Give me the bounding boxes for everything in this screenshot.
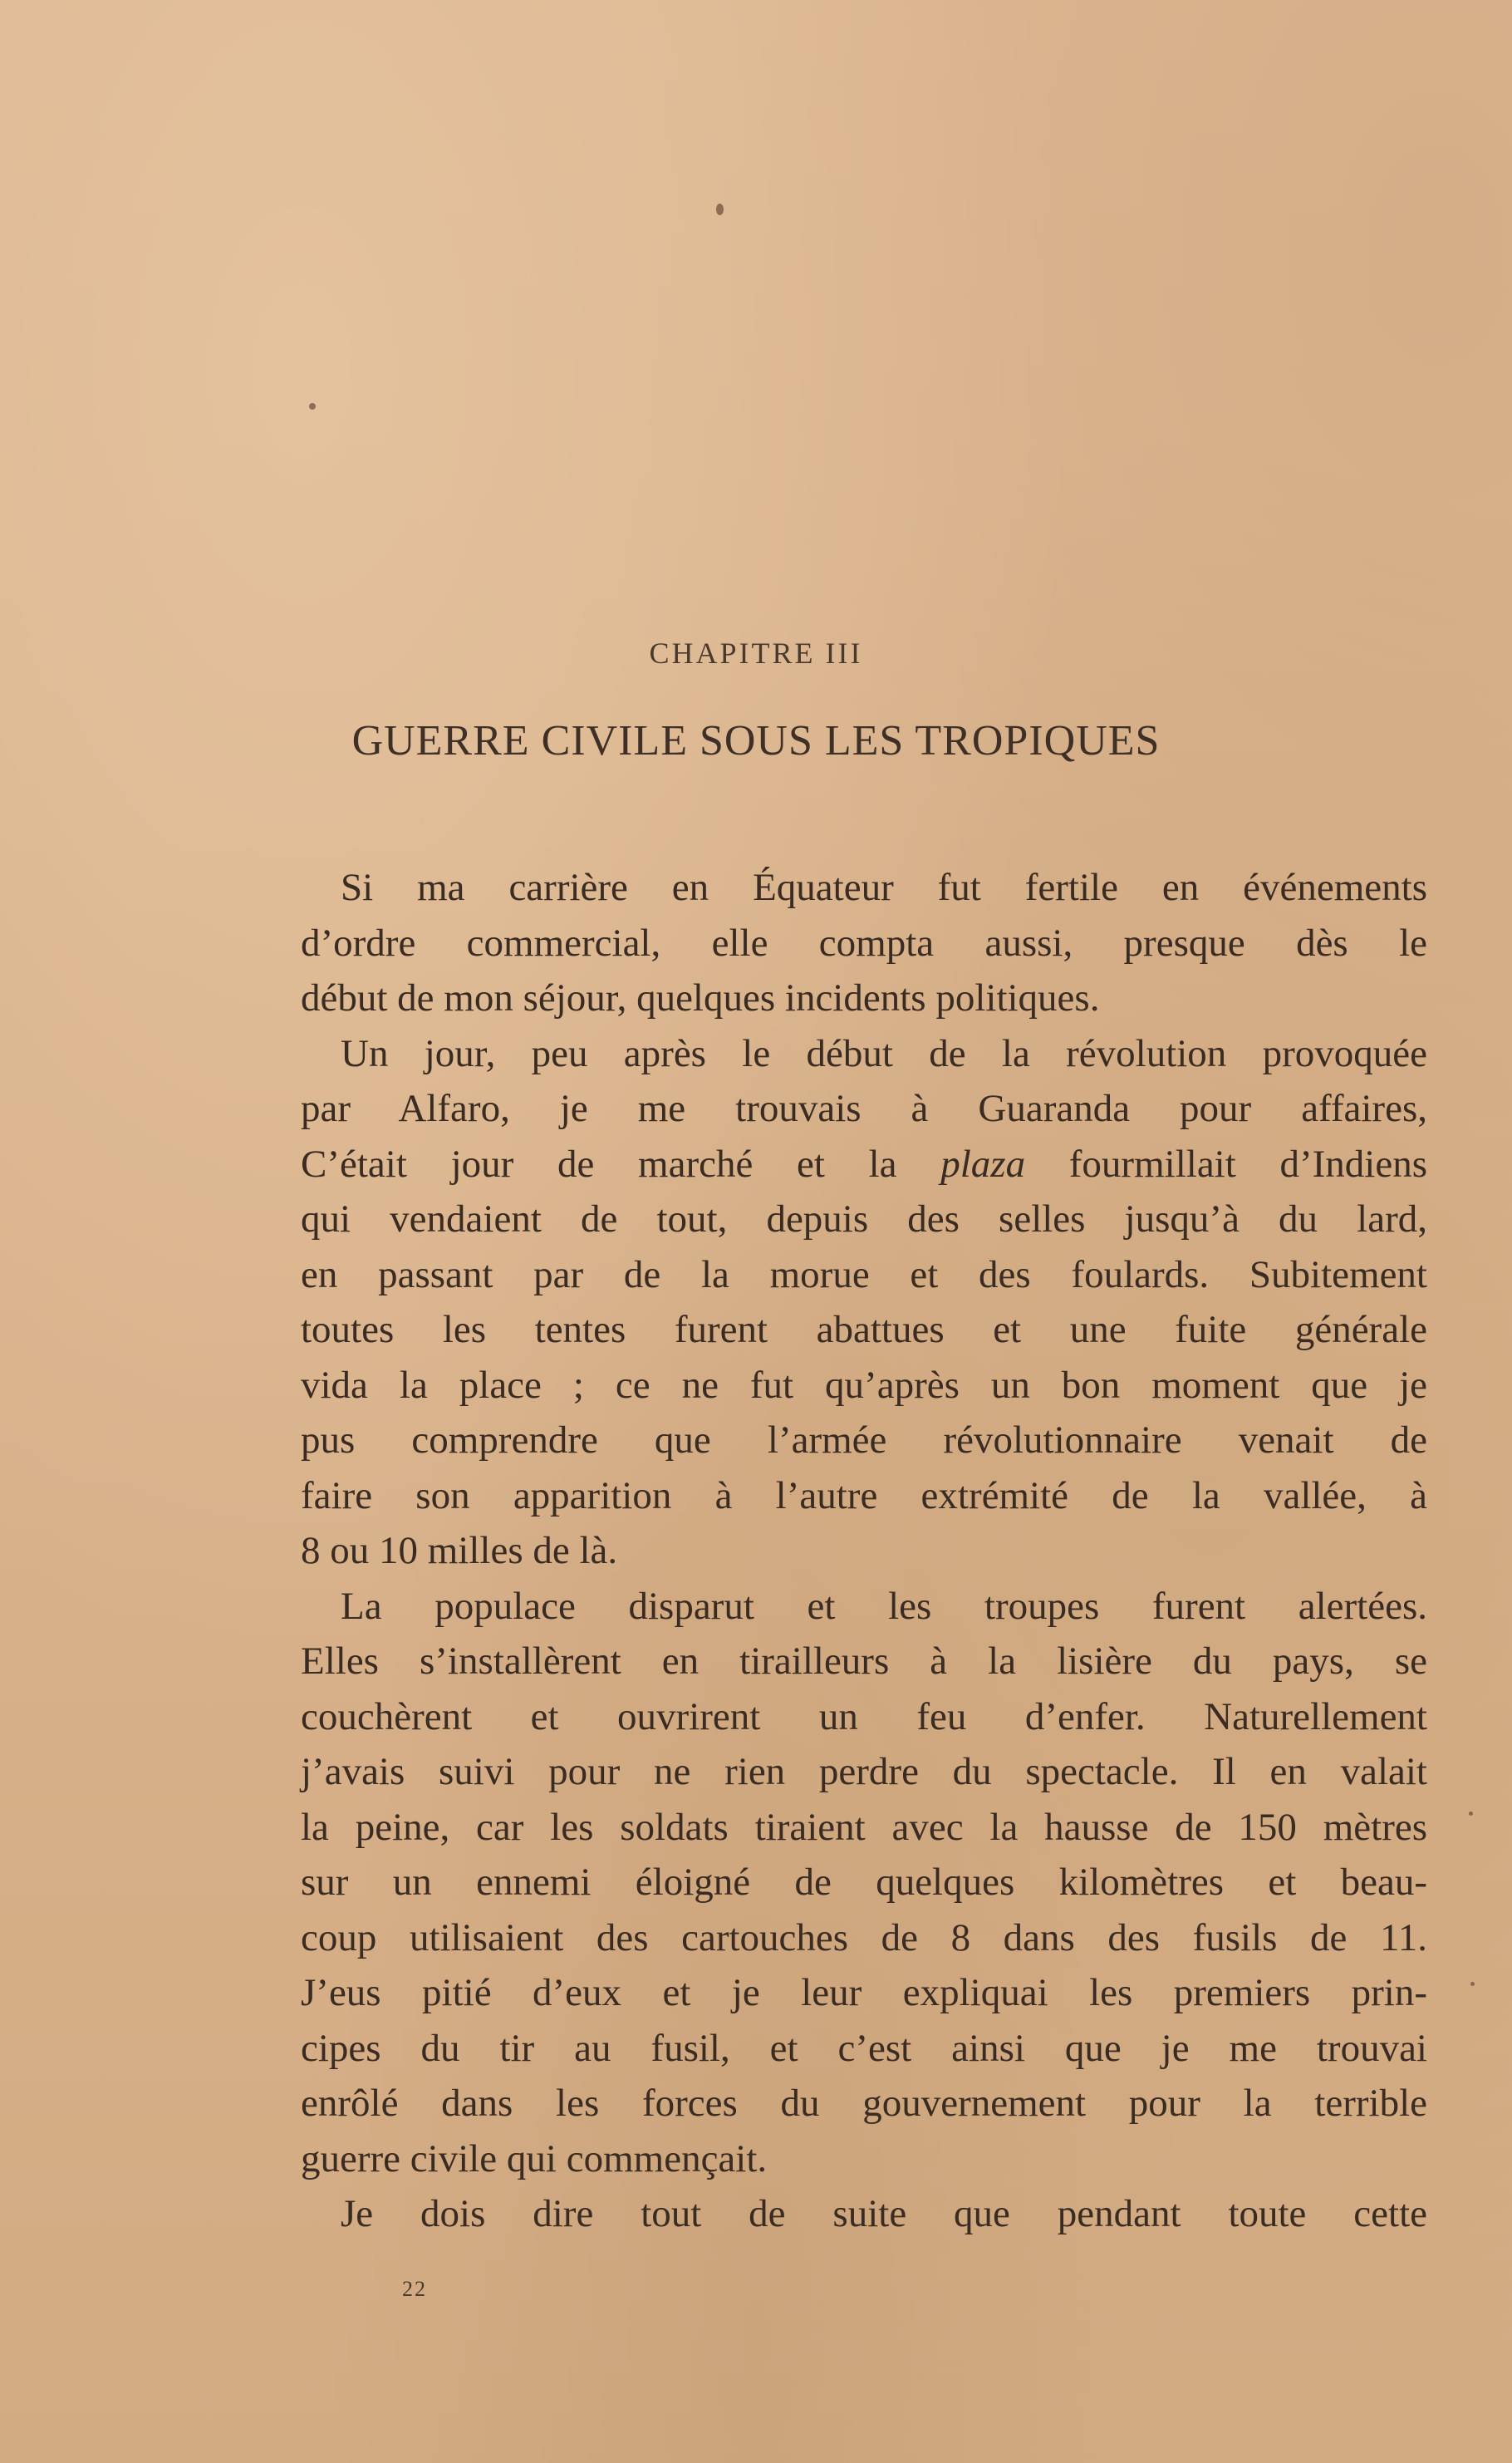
text-line: Un jour, peu après le début de la révolution provoquée — [341, 1031, 1427, 1075]
italic-word: plaza — [940, 1142, 1026, 1186]
text-line: faire son apparition à l’autre extrémité de la vallée, à — [301, 1473, 1427, 1517]
text-line: sur un ennemi éloigné de quelques kilomètres et beau- — [301, 1861, 1427, 1904]
text-line: cipes du tir au fusil, et c’est ainsi que je me trouvai — [301, 2026, 1427, 2070]
text-line: en passant par de la morue et des foulards. Subitement — [301, 1252, 1427, 1296]
text-line: Elles s’installèrent en tirailleurs à la lisière du pays, se — [301, 1640, 1427, 1683]
text-line: la peine, car les soldats tiraient avec la hausse de 150 mètres — [301, 1805, 1427, 1849]
text-line: j’avais suivi pour ne rien perdre du spectacle. Il en valait — [301, 1750, 1427, 1793]
page-number: 22 — [402, 2277, 427, 2301]
text-line: guerre civile qui commençait. — [301, 2136, 768, 2180]
paragraph — [301, 860, 1427, 1026]
text-line: Si ma carrière en Équateur fut fertile en événements — [341, 866, 1427, 909]
paper-speck — [1469, 1812, 1473, 1816]
paragraph — [301, 1026, 1427, 1579]
text-fragment: C’était jour de marché et la — [301, 1142, 941, 1186]
body-text — [301, 860, 1427, 2242]
text-fragment: fourmillait d’Indiens — [1025, 1142, 1427, 1186]
text-line: couchèrent et ouvrirent un feu d’enfer. Naturellement — [301, 1694, 1427, 1738]
paragraph — [301, 2186, 1427, 2242]
text-line: 8 ou 10 milles de là. — [301, 1529, 618, 1572]
text-line: coup utilisaient des cartouches de 8 dans des fusils de 11. — [301, 1915, 1427, 1959]
text-line: par Alfaro, je me trouvais à Guaranda pour affaires, — [301, 1087, 1427, 1130]
chapter-title: GUERRE CIVILE SOUS LES TROPIQUES — [351, 717, 1161, 764]
text-line: La populace disparut et les troupes furent alertées. — [341, 1584, 1427, 1628]
text-line: qui vendaient de tout, depuis des selles jusqu’à du lard, — [301, 1197, 1427, 1241]
paper-speck — [309, 403, 316, 410]
text-line: pus comprendre que l’armée révolutionnaire venait de — [301, 1418, 1427, 1462]
text-line: début de mon séjour, quelques incidents politiques. — [301, 976, 1100, 1020]
paper-speck — [1470, 1982, 1475, 1986]
text-line: J’eus pitié d’eux et je leur expliquai les premiers prin- — [301, 1971, 1427, 2014]
text-line: Je dois dire tout de suite que pendant toute cette — [341, 2192, 1427, 2235]
text-line: vida la place ; ce ne fut qu’après un bon moment que je — [301, 1363, 1427, 1407]
paper-speck — [716, 204, 724, 215]
paragraph — [301, 1579, 1427, 2187]
chapter-label: CHAPITRE III — [649, 637, 863, 670]
text-line: toutes les tentes furent abattues et une fuite générale — [301, 1308, 1427, 1351]
text-line: d’ordre commercial, elle compta aussi, presque dès le — [301, 921, 1427, 965]
text-line — [301, 1137, 1427, 1192]
text-line: enrôlé dans les forces du gouvernement pour la terrible — [301, 2082, 1427, 2125]
